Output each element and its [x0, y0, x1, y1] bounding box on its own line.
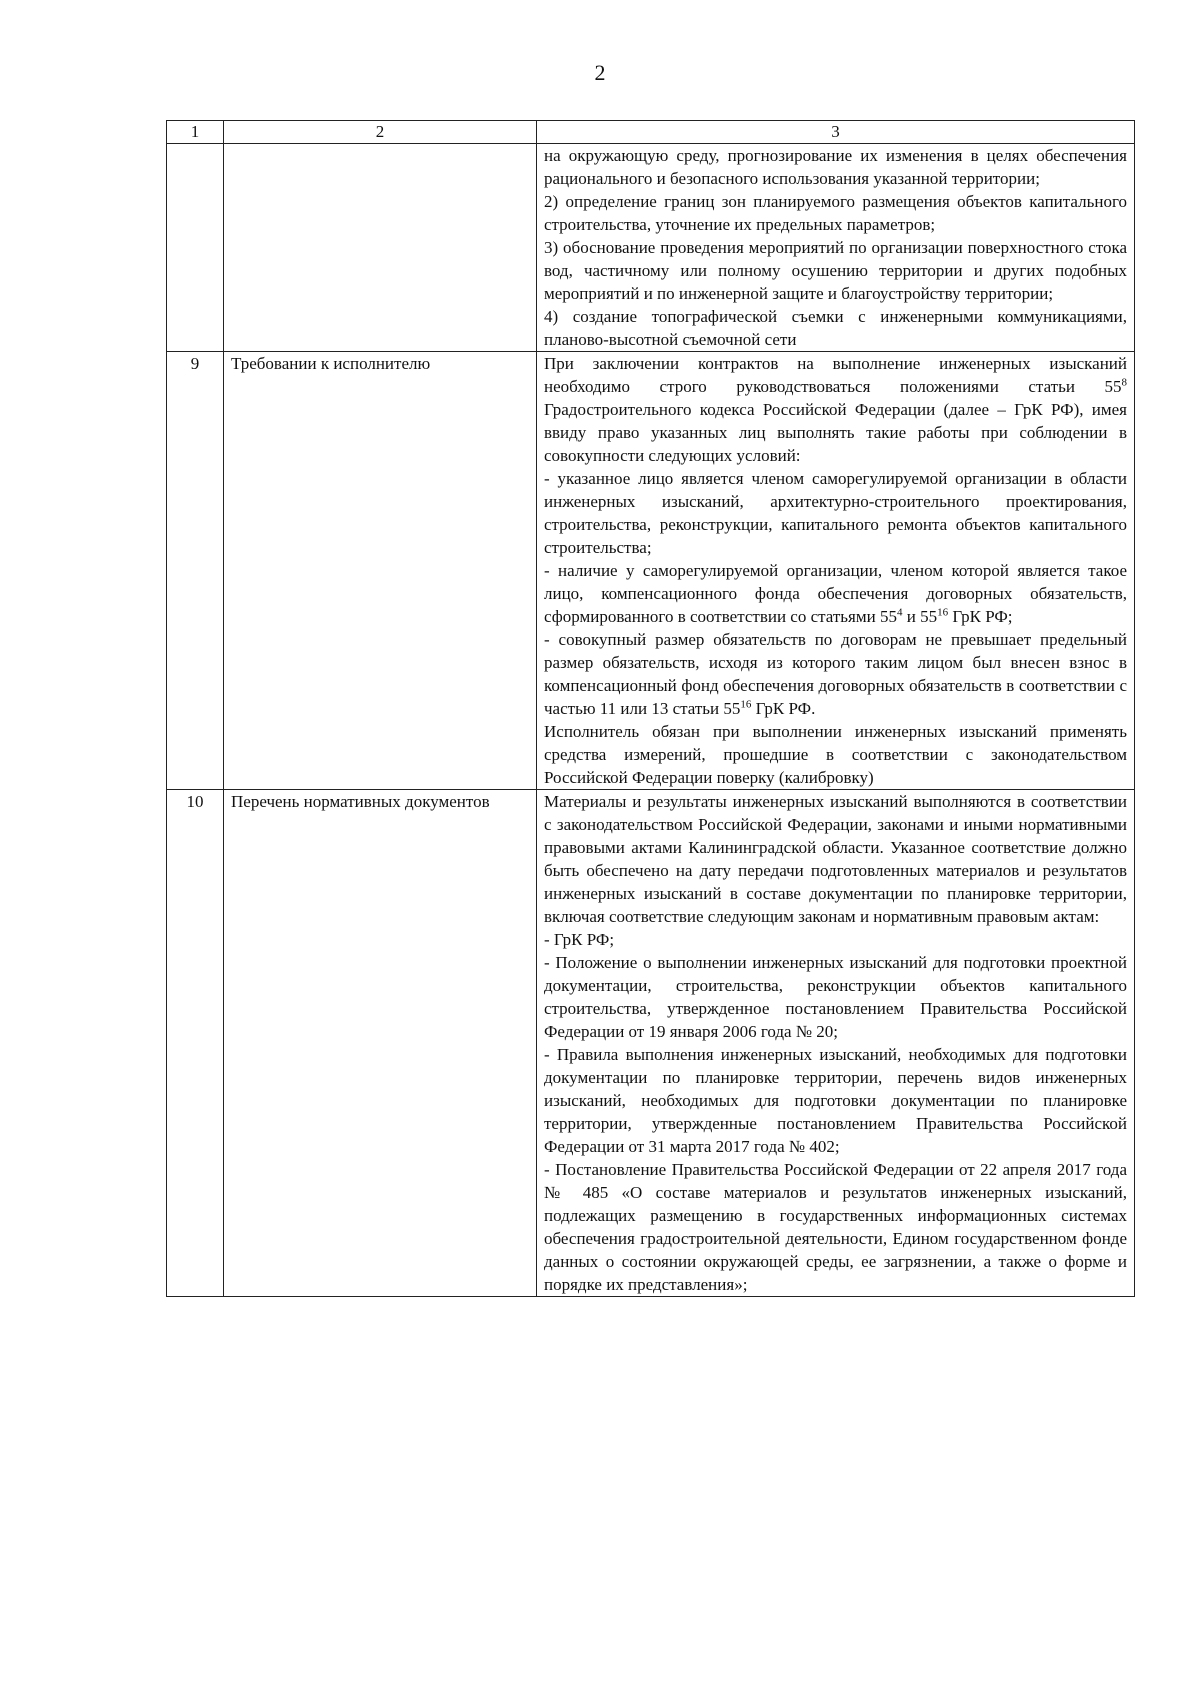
row-number: 9: [167, 352, 224, 790]
row-title: Требовании к исполнителю: [224, 352, 537, 790]
row-content: [537, 352, 1135, 790]
paragraph: При заключении контрактов на выполнение инженерных изысканий необходимо строго руководствоваться положениями статьи $55^8$ Градостроительного кодекса Российской Федерации (далее – ГрК РФ), имея ввиду право указанных лиц выполнять такие работы при соблюдении в совокупности следующих условий:: [544, 354, 1127, 465]
requirements-table: [166, 120, 1135, 1297]
row-title: Перечень нормативных документов: [224, 790, 537, 1297]
row-content: [537, 144, 1135, 352]
row-number: 10: [167, 790, 224, 1297]
page-number: 2: [594, 60, 606, 85]
paragraph: - совокупный размер обязательств по договорам не превышает предельный размер обязательств, исходя из которого таким лицом был внесен взнос в компенсационный фонд обеспечения договорных обязательств в соответствии с частью 11 или 13 статьи $55^{16}$ ГрК РФ.: [544, 630, 1127, 718]
paragraph: Исполнитель обязан при выполнении инженерных изысканий применять средства измерений, прошедшие в соответствии с законодательством Российской Федерации поверку (калибровку): [544, 722, 1127, 787]
paragraph: - указанное лицо является членом саморегулируемой организации в области инженерных изысканий, архитектурно-строительного проектирования, строительства, реконструкции, капитального ремонта объектов капитального строительства;: [544, 469, 1127, 557]
row-content: [537, 790, 1135, 1297]
paragraph: на окружающую среду, прогнозирование их изменения в целях обеспечения рационального и безопасного использования указанной территории;: [544, 146, 1127, 188]
table-row: [167, 144, 1135, 352]
row-number: [167, 144, 224, 352]
paragraph: - ГрК РФ;: [544, 930, 615, 949]
header-col-2: 2: [224, 121, 537, 144]
table-row: [167, 790, 1135, 1297]
paragraph: Материалы и результаты инженерных изысканий выполняются в соответствии с законодательством Российской Федерации, законами и иными нормативными правовыми актами Калининградской области. Указанное соответствие должно быть обеспечено на дату передачи подготовленных материалов и результатов инженерных изысканий в составе документации по планировке территории, включая соответствие следующим законам и нормативным правовым актам:: [544, 792, 1127, 926]
table-row: [167, 352, 1135, 790]
header-col-1: 1: [167, 121, 224, 144]
paragraph: 4) создание топографической съемки с инженерными коммуникациями, планово-высотной съемочной сети: [544, 307, 1127, 349]
row-title: [224, 144, 537, 352]
paragraph: 2) определение границ зон планируемого размещения объектов капитального строительства, уточнение их предельных параметров;: [544, 192, 1127, 234]
paragraph: - Положение о выполнении инженерных изысканий для подготовки проектной документации, строительства, реконструкции объектов капитального строительства, утвержденное постановлением Правительства Российской Федерации от 19 января 2006 года № 20;: [544, 953, 1127, 1041]
paragraph: - Правила выполнения инженерных изысканий, необходимых для подготовки документации по планировке территории, перечень видов инженерных изысканий, необходимых для подготовки документации по планировке территории, утвержденные постановлением Правительства Российской Федерации от 31 марта 2017 года № 402;: [544, 1045, 1127, 1156]
paragraph: - Постановление Правительства Российской Федерации от 22 апреля 2017 года № 485 «О составе материалов и результатов инженерных изысканий, подлежащих размещению в государственных информационных системах обеспечения градостроительной деятельности, Едином государственном фонде данных о состоянии окружающей среды, ее загрязнении, а также о форме и порядке их представления»;: [544, 1160, 1127, 1294]
header-col-3: 3: [537, 121, 1135, 144]
paragraph: - наличие у саморегулируемой организации, членом которой является такое лицо, компенсационного фонда обеспечения договорных обязательств, сформированного в соответствии со статьями $55^4$ и $55^{16}$ ГрК РФ;: [544, 561, 1127, 626]
table-header-row: [167, 121, 1135, 144]
paragraph: 3) обоснование проведения мероприятий по организации поверхностного стока вод, частичному или полному осушению территории и других подобных мероприятий и по инженерной защите и благоустройству территории;: [544, 238, 1127, 303]
